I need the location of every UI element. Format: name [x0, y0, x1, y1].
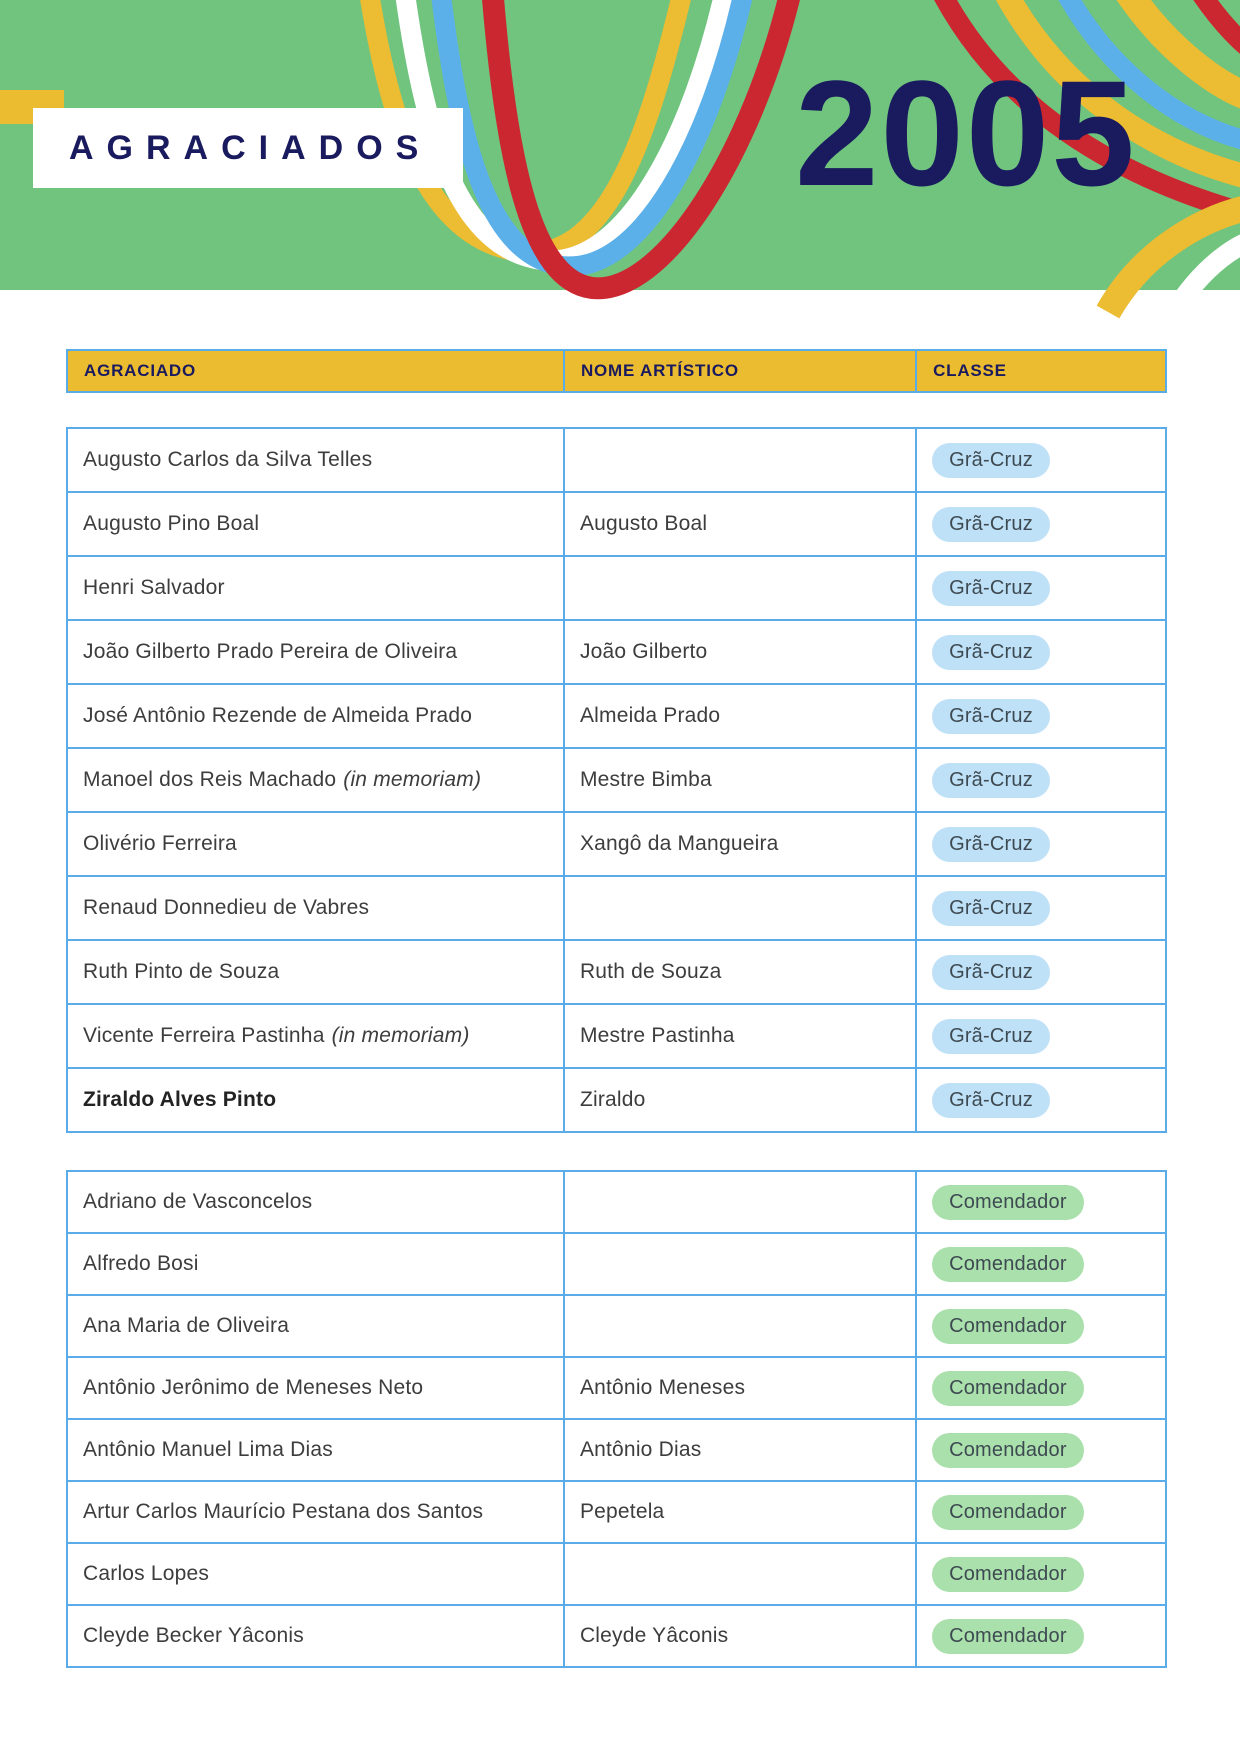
agraciado-name-cell: Vicente Ferreira Pastinha (in memoriam): [68, 1005, 565, 1067]
agraciado-name-cell: Ziraldo Alves Pinto: [68, 1069, 565, 1131]
classe-cell: [917, 1172, 1165, 1232]
table-row: [68, 1606, 1165, 1666]
column-header-nome-artistico: NOME ARTÍSTICO: [565, 351, 917, 391]
classe-cell: [917, 941, 1165, 1003]
agraciado-name-cell: Olivério Ferreira: [68, 813, 565, 875]
table-row: [68, 813, 1165, 877]
class-badge: Comendador: [932, 1185, 1084, 1220]
artistic-name-cell: Ruth de Souza: [565, 941, 917, 1003]
agraciado-name-cell: Henri Salvador: [68, 557, 565, 619]
agraciado-name-cell: Artur Carlos Maurício Pestana dos Santos: [68, 1482, 565, 1542]
artistic-name-cell: Mestre Pastinha: [565, 1005, 917, 1067]
class-badge: Grã-Cruz: [932, 891, 1050, 926]
agraciado-name-cell: Carlos Lopes: [68, 1544, 565, 1604]
table-row: [68, 1482, 1165, 1544]
table-row: [68, 877, 1165, 941]
classe-cell: [917, 1296, 1165, 1356]
table-row: [68, 493, 1165, 557]
classe-cell: [917, 493, 1165, 555]
table-row: [68, 1069, 1165, 1131]
artistic-name-cell: [565, 1544, 917, 1604]
agraciado-name-cell: Ana Maria de Oliveira: [68, 1296, 565, 1356]
in-memoriam-note: (in memoriam): [343, 768, 482, 791]
table-header-row: [66, 349, 1167, 393]
column-header-classe: CLASSE: [933, 361, 1007, 380]
artistic-name-cell: [565, 877, 917, 939]
class-badge: Grã-Cruz: [932, 443, 1050, 478]
table-row: [68, 749, 1165, 813]
class-badge: Grã-Cruz: [932, 507, 1050, 542]
table-row: [68, 941, 1165, 1005]
class-badge: Comendador: [932, 1309, 1084, 1344]
agraciado-name-cell: Manoel dos Reis Machado (in memoriam): [68, 749, 565, 811]
artistic-name-cell: [565, 429, 917, 491]
column-header-agraciado: AGRACIADO: [68, 351, 565, 391]
class-badge: Comendador: [932, 1619, 1084, 1654]
artistic-name-cell: Xangô da Mangueira: [565, 813, 917, 875]
artistic-name-cell: [565, 1296, 917, 1356]
class-badge: Comendador: [932, 1557, 1084, 1592]
table-body-groups: [66, 427, 1167, 1668]
agraciado-name-cell: Augusto Carlos da Silva Telles: [68, 429, 565, 491]
artistic-name-cell: Antônio Dias: [565, 1420, 917, 1480]
classe-cell: [917, 1606, 1165, 1666]
agraciado-name-cell: Augusto Pino Boal: [68, 493, 565, 555]
title-banner: [33, 108, 463, 188]
agraciado-name-cell: Antônio Jerônimo de Meneses Neto: [68, 1358, 565, 1418]
artistic-name-cell: [565, 1234, 917, 1294]
page-title: AGRACIADOS: [69, 128, 432, 167]
table-group-comendador: [66, 1170, 1167, 1668]
artistic-name-cell: Almeida Prado: [565, 685, 917, 747]
class-badge: Comendador: [932, 1247, 1084, 1282]
artistic-name-cell: [565, 557, 917, 619]
artistic-name-cell: Pepetela: [565, 1482, 917, 1542]
artistic-name-cell: Cleyde Yâconis: [565, 1606, 917, 1666]
classe-cell: [917, 557, 1165, 619]
agraciado-name-cell: Alfredo Bosi: [68, 1234, 565, 1294]
agraciado-name-cell: Adriano de Vasconcelos: [68, 1172, 565, 1232]
classe-cell: [917, 1234, 1165, 1294]
classe-cell: [917, 621, 1165, 683]
artistic-name-cell: Augusto Boal: [565, 493, 917, 555]
class-badge: Comendador: [932, 1371, 1084, 1406]
table-row: [68, 1358, 1165, 1420]
agraciado-name-cell: Cleyde Becker Yâconis: [68, 1606, 565, 1666]
classe-cell: [917, 1005, 1165, 1067]
class-badge: Grã-Cruz: [932, 699, 1050, 734]
honorees-table: [66, 349, 1167, 1668]
artistic-name-cell: [565, 1172, 917, 1232]
class-badge: Comendador: [932, 1433, 1084, 1468]
agraciado-name-cell: José Antônio Rezende de Almeida Prado: [68, 685, 565, 747]
classe-cell: [917, 1420, 1165, 1480]
artistic-name-cell: Mestre Bimba: [565, 749, 917, 811]
table-row: [68, 1005, 1165, 1069]
agraciado-name-cell: Antônio Manuel Lima Dias: [68, 1420, 565, 1480]
agraciado-name-cell: Renaud Donnedieu de Vabres: [68, 877, 565, 939]
table-row: [68, 1544, 1165, 1606]
classe-cell: [917, 1544, 1165, 1604]
table-row: [68, 621, 1165, 685]
class-badge: Grã-Cruz: [932, 571, 1050, 606]
artistic-name-cell: Antônio Meneses: [565, 1358, 917, 1418]
class-badge: Comendador: [932, 1495, 1084, 1530]
table-row: [68, 429, 1165, 493]
page-header: [0, 0, 1240, 290]
table-row: [68, 1296, 1165, 1358]
classe-cell: [917, 813, 1165, 875]
in-memoriam-note: (in memoriam): [331, 1024, 470, 1047]
classe-cell: [917, 685, 1165, 747]
classe-cell: [917, 749, 1165, 811]
classe-cell: [917, 429, 1165, 491]
class-badge: Grã-Cruz: [932, 1019, 1050, 1054]
artistic-name-cell: Ziraldo: [565, 1069, 917, 1131]
table-row: [68, 1234, 1165, 1296]
classe-cell: [917, 1482, 1165, 1542]
classe-cell: [917, 1358, 1165, 1418]
classe-cell: [917, 1069, 1165, 1131]
table-row: [68, 1172, 1165, 1234]
agraciado-name-cell: Ruth Pinto de Souza: [68, 941, 565, 1003]
class-badge: Grã-Cruz: [932, 955, 1050, 990]
table-row: [68, 685, 1165, 749]
class-badge: Grã-Cruz: [932, 763, 1050, 798]
year-label: 2005: [795, 49, 1137, 217]
class-badge: Grã-Cruz: [932, 635, 1050, 670]
table-group-gr-cruz: [66, 427, 1167, 1133]
artistic-name-cell: João Gilberto: [565, 621, 917, 683]
table-row: [68, 557, 1165, 621]
class-badge: Grã-Cruz: [932, 827, 1050, 862]
classe-cell: [917, 877, 1165, 939]
agraciado-name-cell: João Gilberto Prado Pereira de Oliveira: [68, 621, 565, 683]
table-row: [68, 1420, 1165, 1482]
class-badge: Grã-Cruz: [932, 1083, 1050, 1118]
